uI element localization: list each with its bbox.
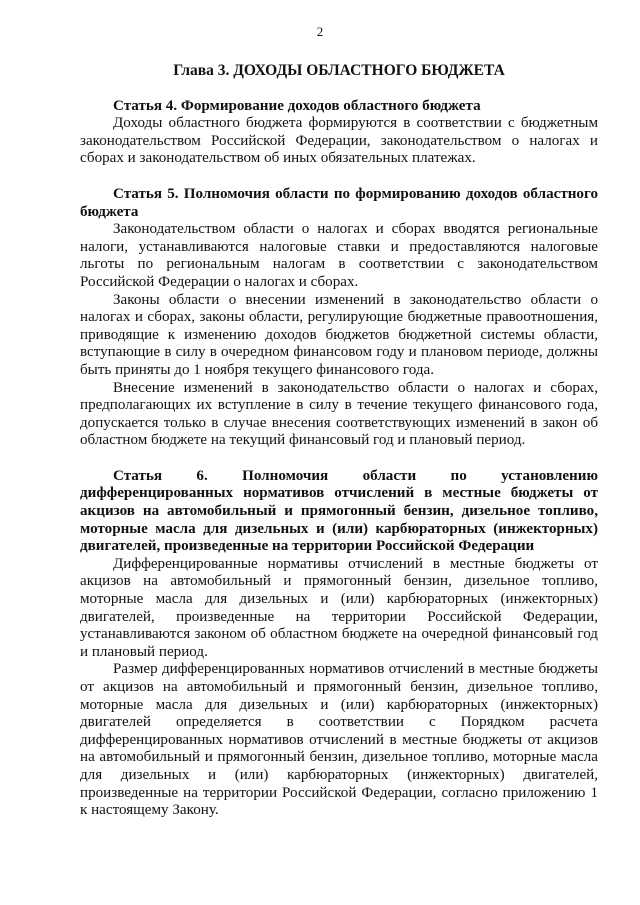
page-number: 2 — [316, 24, 324, 39]
article-title: Статья 6. Полномочия области по установлению дифференцированных нормативов отчислений в местные бюджеты от акцизов на автомобильный и прямогонный бензин, дизельное топливо, моторные масла для дизельных и (или) карбюраторных (инжекторных) двигателей, произведенные на территории Российской Федерации — [80, 467, 598, 555]
article-paragraph: Внесение изменений в законодательство области о налогах и сборах, предполагающих их вступление в силу в течение текущего финансового года, допускается только в случае внесения соответствующих изменений в закон об областном бюджете на текущий финансовый год и плановый период. — [80, 379, 598, 449]
chapter-title: Глава 3. ДОХОДЫ ОБЛАСТНОГО БЮДЖЕТА — [173, 62, 505, 79]
article-paragraph: Доходы областного бюджета формируются в соответствии с бюджетным законодательством Российской Федерации, законодательством о налогах и сборах и законодательством об иных обязательных платежах. — [80, 115, 598, 167]
article-4 — [80, 98, 598, 168]
article-paragraph: Размер дифференцированных нормативов отчислений в местные бюджеты от акцизов на автомобильный и прямогонный бензин, дизельное топливо, моторные масла для дизельных и (или) карбюраторных (инжекторных) двигателей определяется в соответствии с Порядком расчета дифференцированных нормативов отчислений в местные бюджеты от акцизов на автомобильный и прямогонный бензин, дизельное топливо, моторные масла для дизельных и (или) карбюраторных (инжекторных) двигателей, произведенные на территории Российской Федерации, согласно приложению 1 к настоящему Закону. — [80, 661, 598, 819]
article-title: Статья 5. Полномочия области по формированию доходов областного бюджета — [80, 185, 598, 220]
article-5 — [80, 186, 598, 450]
article-paragraph: Законы области о внесении изменений в законодательство области о налогах и сборах, законы области, регулирующие бюджетные правоотношения, приводящие к изменению доходов бюджетов бюджетной системы области, вступающие в силу в очередном финансовом году и плановом периоде, должны быть приняты до 1 ноября текущего финансового года. — [80, 291, 598, 378]
article-paragraph: Законодательством области о налогах и сборах вводятся региональные налоги, устанавливаются налоговые ставки и предоставляются налоговые льготы по региональным налогам в соответствии с законодательством Российской Федерации о налогах и сборах. — [80, 221, 598, 290]
article-paragraph: Дифференцированные нормативы отчислений в местные бюджеты от акцизов на автомобильный и прямогонный бензин, дизельное топливо, моторные масла для дизельных и (или) карбюраторных (инжекторных) двигателей, произведенные на территории Российской Федерации, устанавливаются законом об областном бюджете на очередной финансовый год и плановый период. — [80, 555, 598, 660]
document-body — [80, 62, 598, 838]
article-title: Статья 4. Формирование доходов областного бюджета — [113, 97, 481, 114]
article-6 — [80, 468, 598, 820]
